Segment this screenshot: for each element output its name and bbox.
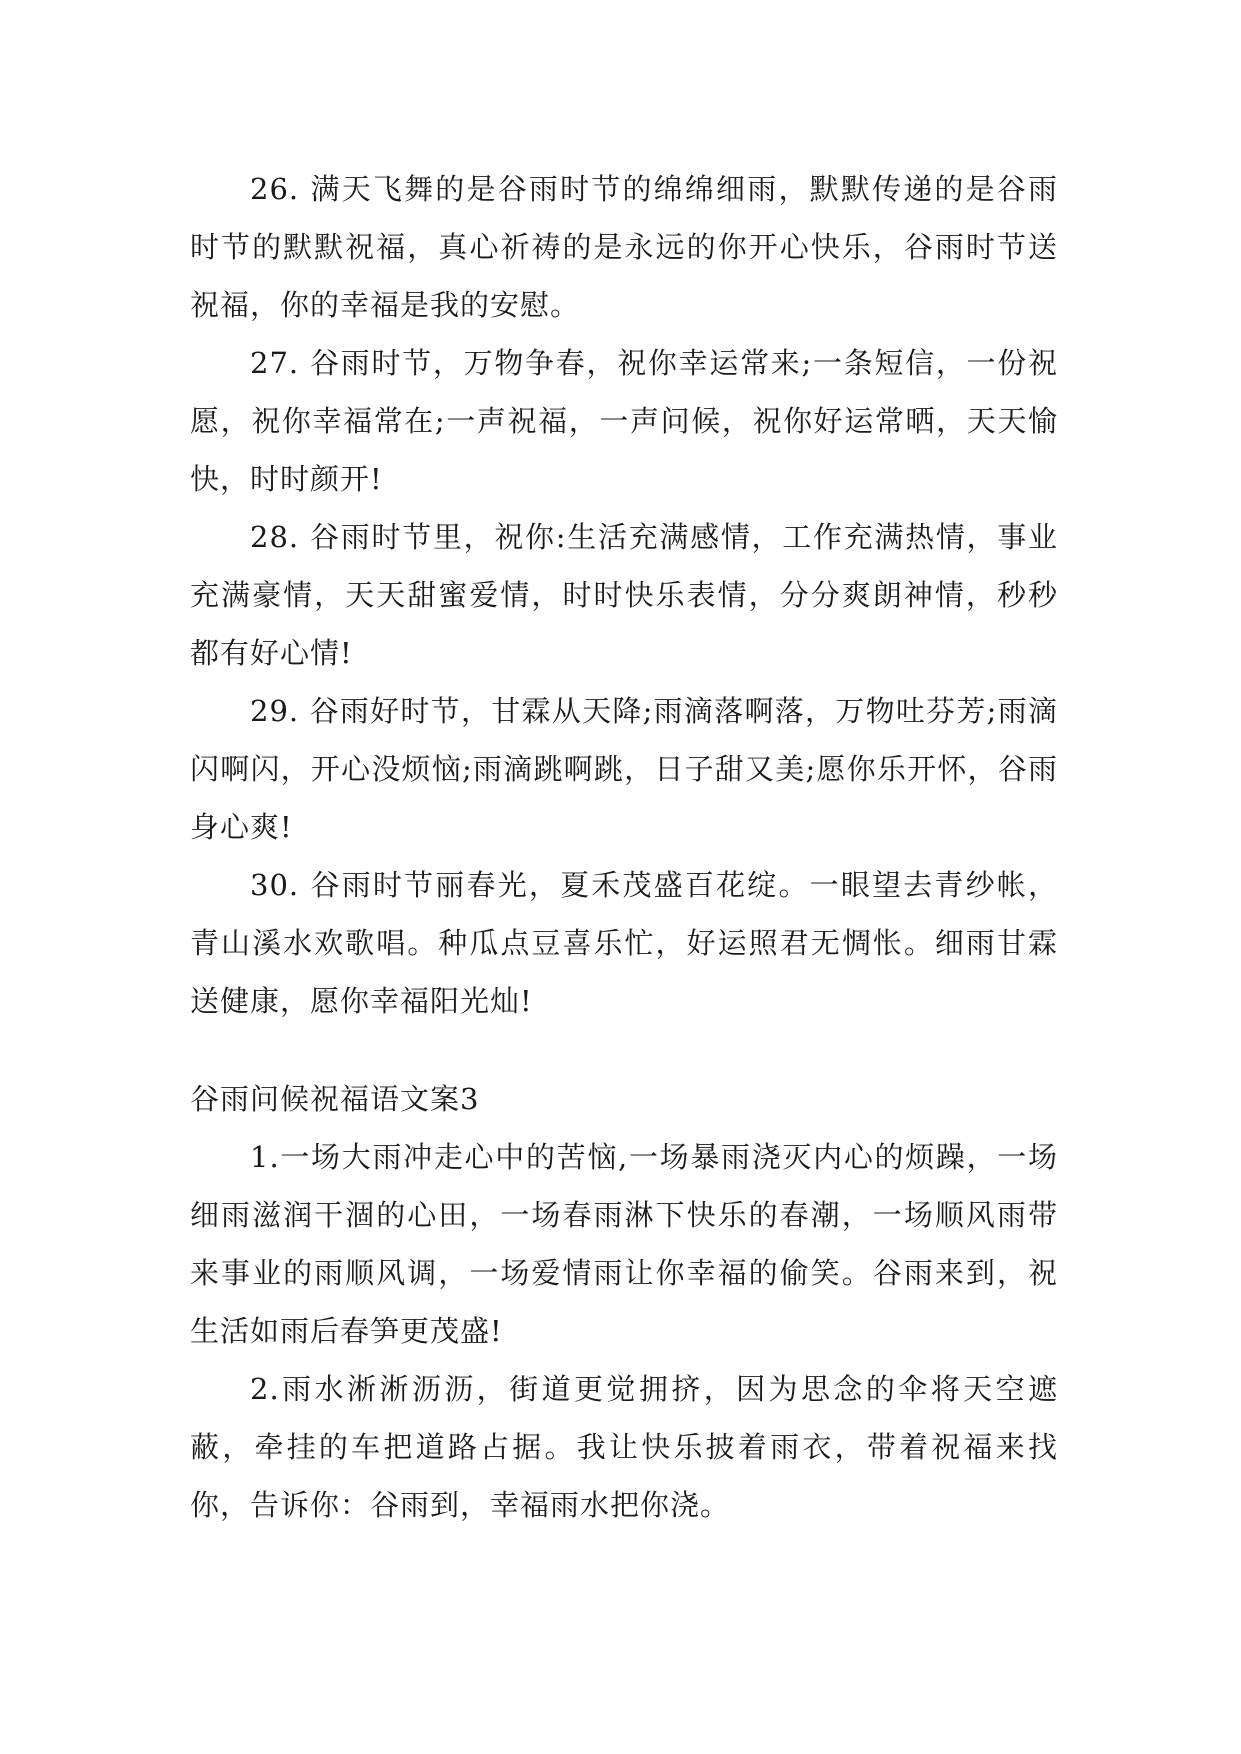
- paragraph-b1: 1.一场大雨冲走心中的苦恼,一场暴雨浇灭内心的烦躁，一场细雨滋润干涸的心田，一场春雨淋下快乐的春潮，一场顺风雨带来事业的雨顺风调，一场爱情雨让你幸福的偷笑。谷雨来到，祝生活如雨后春笋更茂盛!: [190, 1140, 1058, 1348]
- paragraph-26: 26. 满天飞舞的是谷雨时节的绵绵细雨，默默传递的是谷雨时节的默默祝福，真心祈祷的是永远的你开心快乐，谷雨时节送祝福，你的幸福是我的安慰。: [190, 172, 1058, 322]
- paragraph-27: 27. 谷雨时节，万物争春，祝你幸运常来;一条短信，一份祝愿，祝你幸福常在;一声祝福，一声问候，祝你好运常晒，天天愉快，时时颜开!: [190, 346, 1058, 496]
- paragraph-29: 29. 谷雨好时节，甘霖从天降;雨滴落啊落，万物吐芬芳;雨滴闪啊闪，开心没烦恼;雨滴跳啊跳，日子甜又美;愿你乐开怀，谷雨身心爽!: [190, 694, 1058, 844]
- section-spacer: [190, 1030, 1058, 1070]
- section-heading: 谷雨问候祝福语文案3: [190, 1082, 480, 1116]
- paragraph-28: 28. 谷雨时节里，祝你:生活充满感情，工作充满热情，事业充满豪情，天天甜蜜爱情，时时快乐表情，分分爽朗神情，秒秒都有好心情!: [190, 520, 1058, 670]
- paragraph-b2: 2.雨水淅淅沥沥，街道更觉拥挤，因为思念的伞将天空遮蔽，牵挂的车把道路占据。我让快乐披着雨衣，带着祝福来找你，告诉你：谷雨到，幸福雨水把你浇。: [190, 1372, 1058, 1522]
- paragraph-30: 30. 谷雨时节丽春光，夏禾茂盛百花绽。一眼望去青纱帐，青山溪水欢歌唱。种瓜点豆喜乐忙，好运照君无惆怅。细雨甘霖送健康，愿你幸福阳光灿!: [190, 868, 1058, 1018]
- document-page: [190, 160, 1058, 1534]
